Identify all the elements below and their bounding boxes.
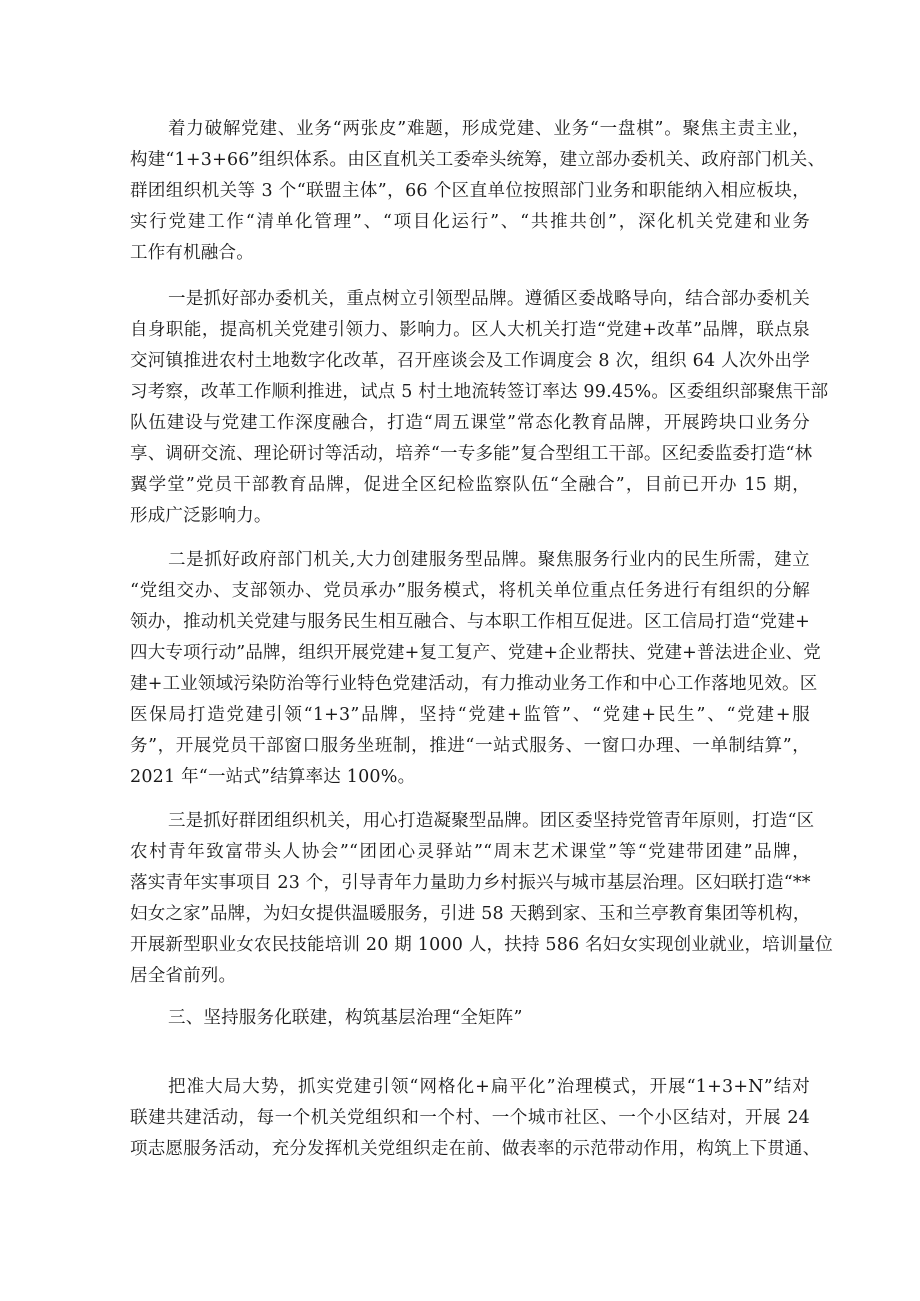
paragraph-line: 习考察，改革工作顺利推进，试点 5 村土地流转签订率达 99.45%。区委组织部聚焦干部 xyxy=(130,382,829,402)
paragraph-line: 三是抓好群团组织机关，用心打造凝聚型品牌。团区委坚持党管青年原则，打造“区 xyxy=(168,811,815,831)
paragraph-line: 联建共建活动，每一个机关党组织和一个村、一个城市社区、一个小区结对，开展 24 xyxy=(130,1108,810,1128)
paragraph-line: 一是抓好部办委机关，重点树立引领型品牌。遵循区委战略导向，结合部办委机关 xyxy=(168,289,810,309)
paragraph-line: 医保局打造党建引领“1+3”品牌，坚持“党建+监管”、“党建+民生”、“党建+服 xyxy=(130,705,810,725)
paragraph-1 xyxy=(130,114,826,269)
paragraph-line: 二是抓好政府部门机关,大力创建服务型品牌。聚焦服务行业内的民生所需，建立 xyxy=(168,550,810,570)
paragraph-line: 妇女之家”品牌，为妇女提供温暖服务，引进 58 天鹅到家、玉和兰亭教育集团等机构， xyxy=(130,904,811,924)
paragraph-line: 工作有机融合。 xyxy=(130,243,254,263)
section-heading-text: 三、坚持服务化联建，构筑基层治理“全矩阵” xyxy=(168,1008,523,1028)
paragraph-line: 农村青年致富带头人协会”“团团心灵驿站”“周末艺术课堂”等“党建带团建”品牌， xyxy=(130,842,810,862)
paragraph-line: 落实青年实事项目 23 个，引导青年力量助力乡村振兴与城市基层治理。区妇联打造“** xyxy=(130,873,811,893)
paragraph-line: 享、调研交流、理论研讨等活动，培养“一专多能”复合型组工干部。区纪委监委打造“林 xyxy=(130,444,813,464)
paragraph-line: 构建“1+3+66”组织体系。由区直机关工委牵头统筹，建立部办委机关、政府部门机关、 xyxy=(130,150,826,170)
paragraph-line: 四大专项行动”品牌，组织开展党建+复工复产、党建+企业帮扶、党建+普法进企业、党 xyxy=(130,643,821,663)
paragraph-line: 建+工业领域污染防治等行业特色党建活动，有力推动业务工作和中心工作落地见效。区 xyxy=(130,674,818,694)
section-heading xyxy=(130,1003,810,1034)
paragraph-line: 队伍建设与党建工作深度融合，打造“周五课堂”常态化教育品牌，开展跨块口业务分 xyxy=(130,413,810,433)
paragraph-6 xyxy=(130,1072,821,1165)
paragraph-line: 翼学堂”党员干部教育品牌，促进全区纪检监察队伍“全融合”，目前已开办 15 期， xyxy=(130,475,810,495)
paragraph-line: 务”，开展党员干部窗口服务坐班制，推进“一站式服务、一窗口办理、一单制结算”， xyxy=(130,736,810,756)
paragraph-line: “党组交办、支部领办、党员承办”服务模式，将机关单位重点任务进行有组织的分解 xyxy=(130,581,810,601)
paragraph-4 xyxy=(130,806,833,992)
paragraph-line: 领办，推动机关党建与服务民生相互融合、与本职工作相互促进。区工信局打造“党建+ xyxy=(130,612,810,632)
paragraph-line: 形成广泛影响力。 xyxy=(130,506,272,526)
paragraph-line: 实行党建工作“清单化管理”、“项目化运行”、“共推共创”，深化机关党建和业务 xyxy=(130,212,810,232)
paragraph-2 xyxy=(130,284,829,532)
paragraph-line: 自身职能，提高机关党建引领力、影响力。区人大机关打造“党建+改革”品牌，联点泉 xyxy=(130,320,810,340)
paragraph-line: 2021 年“一站式”结算率达 100%。 xyxy=(130,767,416,787)
paragraph-3 xyxy=(130,545,821,793)
paragraph-line: 居全省前列。 xyxy=(130,966,237,986)
paragraph-line: 群团组织机关等 3 个“联盟主体”，66 个区直单位按照部门业务和职能纳入相应板块， xyxy=(130,181,810,201)
paragraph-line: 着力破解党建、业务“两张皮”难题，形成党建、业务“一盘棋”。聚焦主责主业， xyxy=(168,119,810,139)
paragraph-line: 开展新型职业女农民技能培训 20 期 1000 人，扶持 586 名妇女实现创业就业，培训量位 xyxy=(130,935,833,955)
paragraph-line: 把准大局大势，抓实党建引领“网格化+扁平化”治理模式，开展“1+3+N”结对 xyxy=(168,1077,810,1097)
paragraph-line: 项志愿服务活动，充分发挥机关党组织走在前、做表率的示范带动作用，构筑上下贯通、 xyxy=(130,1139,821,1159)
paragraph-line: 交河镇推进农村土地数字化改革，召开座谈会及工作调度会 8 次，组织 64 人次外出学 xyxy=(130,351,810,371)
